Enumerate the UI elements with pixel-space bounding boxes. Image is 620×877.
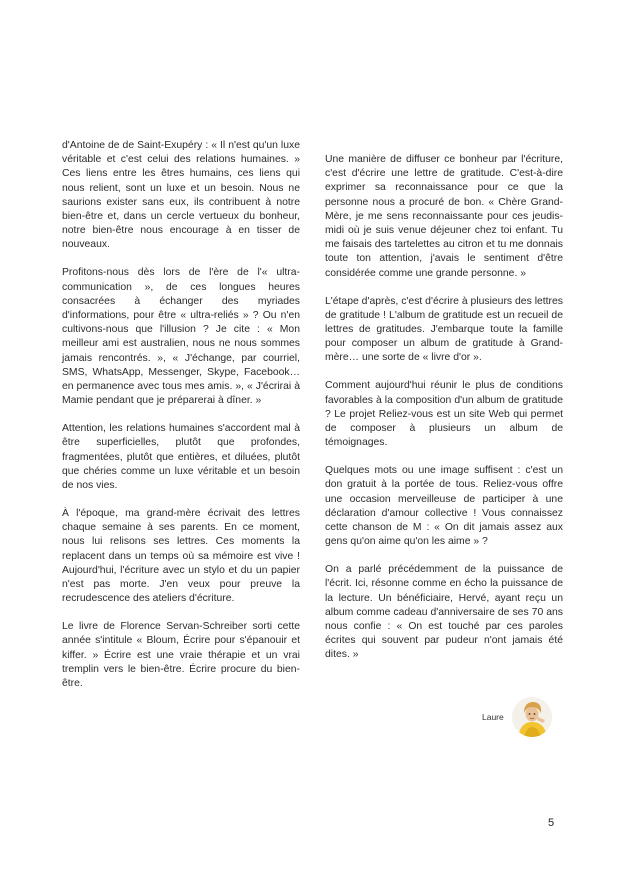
paragraph: Comment aujourd'hui réunir le plus de conditions favorables à la composition d'un album de gratitude ? Le projet Reliez-vous est un site Web qui permet de composer à plusieurs un album de témoignages.: [325, 380, 563, 449]
paragraph: On a parlé précédemment de la puissance de l'écrit. Ici, résonne comme en écho la puissance de la lecture. Un bénéficiaire, Hervé, ayant reçu un album comme cadeau d'anniversaire de ses 70 ans nous confie : « On est touché par ces paroles écrites qui souvent par pudeur n'ont jamais été dites. »: [325, 564, 563, 661]
paragraph: Attention, les relations humaines s'accordent mal à être superficielles, plutôt que profondes, fragmentées, plutôt que entières, et diluées, plutôt que chéries comme un luxe véritable et un besoin de nos vies.: [62, 423, 300, 492]
paragraph: À l'époque, ma grand-mère écrivait des lettres chaque semaine à ses parents. En ce moment, nous lui relisons ses lettres. Ces moments la replacent dans un temps où sa mémoire est vive ! Aujourd'hui, l'écriture avec un stylo et du un papier n'est pas morte. J'en veux pour preuve la recrudescence des ateliers d'écriture.: [62, 508, 300, 605]
paragraph: Le livre de Florence Servan-Schreiber sorti cette année s'intitule « Bloum, Écrire pour s'épanouir et kiffer. » Écrire est une vraie thérapie et un vrai tremplin vers le bien-être. Écrire procure du bien-être.: [62, 621, 300, 690]
paragraph: Quelques mots ou une image suffisent : c'est un don gratuit à la portée de tous. Reliez-vous offre une occasion merveilleuse de participer à une déclaration d'amour collective ! Vous connaissez cette chanson de M : « On dit jamais assez aux gens qu'on aime qu'on les aime » ?: [325, 465, 563, 548]
paragraph: L'étape d'après, c'est d'écrire à plusieurs des lettres de gratitude ! L'album de gratitude est un recueil de lettres de gratitudes. J'embarque toute la famille pour composer un album de gratitude à Grand-mère… une sorte de « livre d'or ».: [325, 295, 563, 364]
page-number: 5: [548, 817, 555, 829]
paragraph: Une manière de diffuser ce bonheur par l'écriture, c'est d'écrire une lettre de gratitude. C'est-à-dire exprimer sa reconnaissance pour ce que la personne nous a procuré de bon. « Chère Grand-Mère, je me sens reconnaissante pour ces jeudis-midi où je suis venue déjeuner chez toi enfant. Tu me faisais des tartelettes au citron et tu me donnais toute ton attention, j'avais le sentiment d'être considérée comme une grande personne. »: [325, 154, 563, 279]
right-column: [325, 153, 563, 676]
author-signature: Laure: [482, 712, 504, 722]
author-portrait-icon: [512, 697, 552, 737]
paragraph: d'Antoine de de Saint-Exupéry : « Il n'est qu'un luxe véritable et c'est celui des relations humaines. » Ces liens entre les êtres humains, ces liens qui nous relient, sont un luxe et un besoin. Nous ne saurions exister sans eux, ils contribuent à notre bien-être et, dans un cercle vertueux du bonheur, notre bien-être nous encourage à en tisser de nouveaux.: [62, 140, 300, 251]
paragraph: Profitons-nous dès lors de l'ère de l'« ultra-communication », de ces longues heures consacrées à échanger des myriades d'informations, pour être « ultra-reliés » ? Ou n'en cultivons-nous que l'illusion ? Je cite : « Mon meilleur ami est australien, nous ne nous sommes jamais rencontrés. », « J'échange, par courriel, SMS, WhatsApp, Messenger, Skype, Facebook…en permanence avec tous mes amis. », « J'écrirai à Mamie pendant que je préparerai à dîner. »: [62, 267, 300, 407]
left-column: [62, 139, 300, 705]
